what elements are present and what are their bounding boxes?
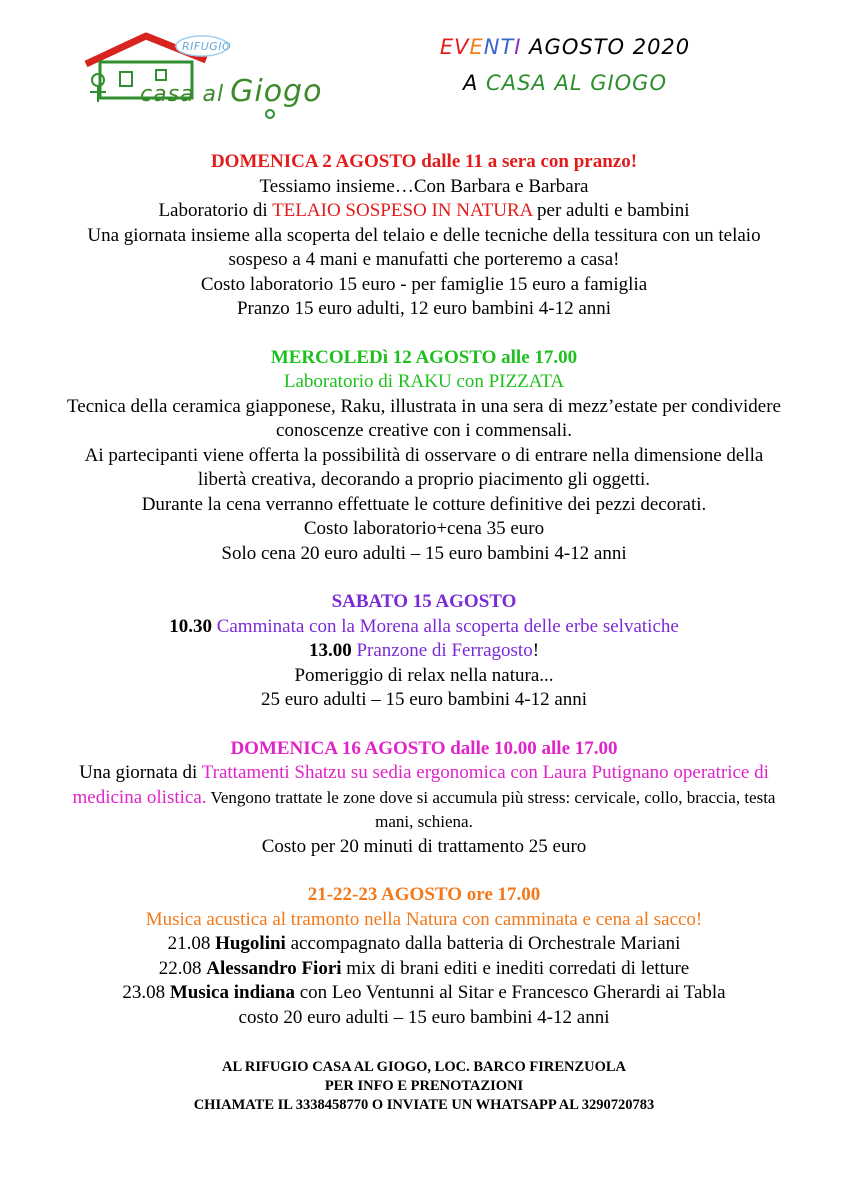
event-date: 22.08 bbox=[158, 957, 207, 979]
event-5 bbox=[60, 883, 788, 1030]
event-line bbox=[60, 981, 788, 1006]
event-line: Pomeriggio di relax nella natura... bbox=[294, 664, 554, 686]
event-text: mix di brani editi e inediti corredati di letture bbox=[341, 957, 690, 979]
event-line: Solo cena 20 euro adulti – 15 euro bambini 4-12 anni bbox=[221, 542, 627, 564]
event-time: 10.30 bbox=[169, 615, 212, 637]
footer-location: AL RIFUGIO CASA AL GIOGO, LOC. BARCO FIRENZUOLA bbox=[221, 1059, 627, 1075]
event-date: 23.08 bbox=[122, 982, 170, 1003]
event-1 bbox=[60, 150, 788, 322]
event-text: per adulti e bambini bbox=[532, 200, 690, 221]
event-highlight: TELAIO SOSPESO IN NATURA bbox=[272, 200, 533, 221]
event-text: con Leo Ventunni al Sitar e Francesco Gherardi ai Tabla bbox=[295, 982, 726, 1003]
event-line: Costo laboratorio 15 euro - per famiglie 15 euro a famiglia bbox=[200, 273, 648, 295]
event-heading: MERCOLEDì 12 AGOSTO alle 17.00 bbox=[270, 346, 578, 368]
title-part: EV bbox=[439, 35, 470, 59]
event-line: 25 euro adulti – 15 euro bambini 4-12 anni bbox=[260, 689, 588, 710]
event-3 bbox=[60, 590, 788, 713]
footer-phone: CHIAMATE IL 3338458770 O INVIATE UN WHATSAPP AL 3290720783 bbox=[193, 1097, 655, 1113]
logo-name-small: casa al bbox=[140, 82, 225, 107]
logo-badge: RIFUGIO bbox=[182, 40, 232, 53]
event-line: Costo laboratorio+cena 35 euro bbox=[303, 518, 545, 539]
events-list bbox=[60, 150, 788, 1054]
event-artist: Musica indiana bbox=[169, 982, 295, 1003]
title-line-2 bbox=[400, 64, 730, 102]
event-line: Pranzo 15 euro adulti, 12 euro bambini 4-12 anni bbox=[236, 298, 612, 319]
footer-info: PER INFO E PRENOTAZIONI bbox=[324, 1078, 524, 1094]
event-line: costo 20 euro adulti – 15 euro bambini 4-12 anni bbox=[238, 1006, 610, 1028]
logo-name-big: Giogo bbox=[230, 74, 323, 109]
page-title bbox=[400, 30, 730, 102]
event-heading: SABATO 15 AGOSTO bbox=[331, 591, 517, 612]
title-part: E bbox=[469, 35, 484, 59]
event-heading: DOMENICA 2 AGOSTO dalle 11 a sera con pranzo! bbox=[210, 151, 638, 172]
title-line-1 bbox=[400, 30, 730, 64]
event-line: Tessiamo insieme…Con Barbara e Barbara bbox=[259, 175, 589, 197]
event-text: ! bbox=[532, 640, 540, 661]
event-text: accompagnato dalla batteria di Orchestrale Mariani bbox=[285, 933, 681, 954]
event-date: 21.08 bbox=[167, 933, 216, 954]
event-subheading: Laboratorio di RAKU con PIZZATA bbox=[283, 371, 565, 392]
event-heading: 21-22-23 AGOSTO ore 17.00 bbox=[307, 884, 541, 905]
event-line: Tecnica della ceramica giapponese, Raku, illustrata in una sera di mezz’estate per condividere conoscenze creative con i commensali. bbox=[66, 395, 781, 441]
event-artist: Hugolini bbox=[215, 933, 286, 954]
event-4 bbox=[60, 737, 788, 860]
title-prefix: A bbox=[463, 71, 487, 95]
logo bbox=[84, 30, 323, 122]
event-line bbox=[60, 639, 788, 664]
event-highlight: Trattamenti Shatzu su sedia ergonomica con Laura Putignano operatrice di medicina olistica. bbox=[72, 762, 769, 808]
event-2 bbox=[60, 346, 788, 567]
event-line bbox=[60, 932, 788, 957]
title-part: AGOSTO 2020 bbox=[521, 35, 691, 59]
event-artist: Alessandro Fiori bbox=[206, 957, 342, 979]
event-line: Durante la cena verranno effettuate le cotture definitive dei pezzi decorati. bbox=[141, 493, 707, 515]
event-heading: DOMENICA 16 AGOSTO dalle 10.00 alle 17.00 bbox=[230, 737, 618, 759]
event-text: Laboratorio di bbox=[158, 200, 273, 221]
event-highlight: Pranzone di Ferragosto bbox=[351, 640, 533, 661]
event-text: Vengono trattate le zone dove si accumula più stress: cervicale, collo, braccia, testa mani, schiena. bbox=[206, 787, 776, 831]
event-line bbox=[60, 761, 788, 835]
event-text: Una giornata di bbox=[79, 762, 202, 783]
event-line: Una giornata insieme alla scoperta del telaio e delle tecniche della tessitura con un telaio sospeso a 4 mani e manufatti che porteremo a casa! bbox=[87, 224, 761, 270]
event-line bbox=[60, 615, 788, 640]
logo-name bbox=[140, 74, 322, 109]
event-line: Ai partecipanti viene offerta la possibilità di osservare o di entrare nella dimensione della libertà creativa, decorando a proprio piacimento gli oggetti. bbox=[84, 444, 764, 490]
event-highlight: Camminata con la Morena alla scoperta delle erbe selvatiche bbox=[211, 615, 679, 637]
title-part: NT bbox=[483, 35, 515, 59]
event-line bbox=[60, 199, 788, 224]
title-highlight: CASA AL GIOGO bbox=[486, 71, 667, 95]
event-line: Costo per 20 minuti di trattamento 25 euro bbox=[261, 835, 587, 857]
contact-footer bbox=[60, 1058, 788, 1115]
event-time: 13.00 bbox=[308, 640, 352, 661]
title-part: I bbox=[514, 35, 522, 59]
event-subheading: Musica acustica al tramonto nella Natura con camminata e cena al sacco! bbox=[145, 908, 703, 930]
event-line bbox=[60, 957, 788, 982]
